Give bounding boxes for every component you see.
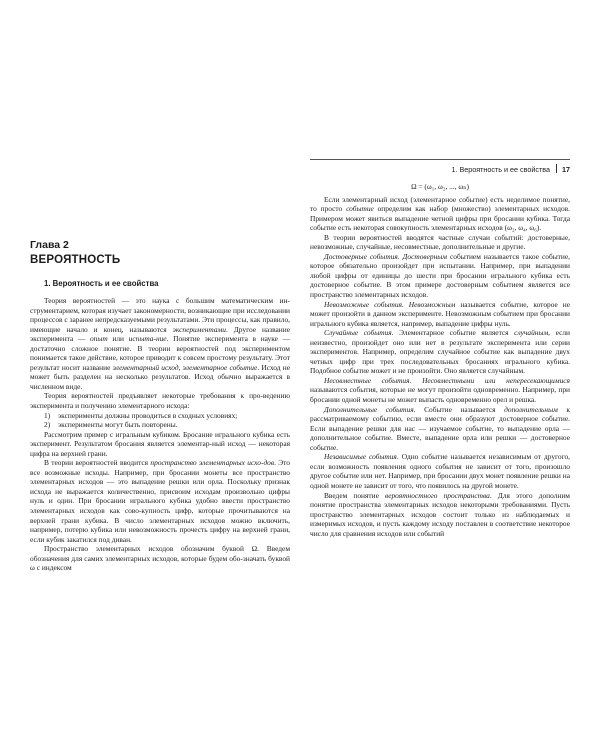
formula: Ω = (ω₁, ω₂, ..., ωₙ) <box>411 182 469 191</box>
paragraph: Пространство элементарных исходов обозначим буквой Ω. Введем обозначения для самих элементарных исходов, которые будем обо-значать буквой ω с индексом <box>30 544 291 573</box>
paragraph: Теория вероятностей — это наука с большим математическим ин- струментарием, которая изучает закономерности, возникающие при исследовании процессов с заранее непредсказуемыми результатами. Эти процессы, как правило, имеющие начало и конец, называются экспериментами. Другое название эксперимента — опыт или испыта-ние. Понятие эксперимента в науке — достаточно сложное понятие. В теории вероятностей под экспериментом понимается такое действие, которое приводит к совсем простому результату. Этот результат носит название элементарный исход, элементарное событие. Исход не может быть разделен на несколько результатов. Исход обычно выражается в численном виде. <box>30 296 290 391</box>
paragraph: Введем понятие вероятностного пространства. Для этого дополним понятие пространства элементарных исходов некоторыми требованиями. Пусть пространство элементарных исходов состоит только из наблюдаемых и измеримых исходов, и пусть каждому исходу поставлен в соответствие некоторое число для сравнения исходов или событий <box>310 490 570 538</box>
paragraph: Случайные события. Элементарное событие является случайным, если неизвестно, произойдет оно или нет в результате эксперимента или серии экспериментов. Например, определим случайное событие как выпадение двух четных цифр при трех последовательных бросаниях игрального кубика. Подобное событие может и не произойти. Оно является случайным. <box>310 328 570 376</box>
paragraph: Невозможные события. Невозможным называется событие, которое не может произойти в данном эксперименте. Невозможным событием при бросании игрального кубика является, например, выпадение цифры нуль. <box>310 299 570 328</box>
right-column <box>310 182 570 538</box>
header-separator <box>556 164 557 173</box>
paragraph: В теории вероятностей вводится пространство элементарных исхо-дов. Это все возможные исходы. Например, при бросании монеты все пространство элементарных исходов — это выпадение решки или орла. Поскольку признак исхода не выражается количественно, присвоим исходам произвольно цифры нуль и один. При бросании игрального кубика удобно ввести пространство элементарных исходов как сово-купность цифр, которые прочитываются на верхней грани кубика. В число элементарных исходов можно включить, например, потерю кубика или невозможность прочесть цифру на верхней грани, если кубик закатился под диван. <box>30 458 290 544</box>
list-item: 1) эксперименты должны проводиться в сходных условиях; <box>44 410 238 420</box>
list-item: 2) эксперименты могут быть повторены. <box>44 420 178 430</box>
chapter-title: ВЕРОЯТНОСТЬ <box>30 254 121 266</box>
section-title: 1. Вероятность и ее свойства <box>44 279 159 288</box>
header-rule <box>310 159 570 160</box>
paragraph: В теории вероятностей вводятся частные случаи событий: достоверные, невозможные, случайные, несовместные, дополнительные и другие. <box>310 232 570 252</box>
running-header <box>310 164 570 176</box>
paragraph: Достоверные события. Достоверным событием называется такое событие, которое обязательно произойдет при испытании. Например, при выпадении любой цифры от единицы до шести при бросании игрального кубика есть достоверное событие. В этом примере достоверным событием является все пространство элементарных исходов. <box>310 251 570 300</box>
running-title: 1. Вероятность и ее свойства <box>451 165 550 174</box>
chapter-label: Глава 2 <box>30 239 69 251</box>
left-column <box>30 296 290 573</box>
paragraph: Дополнительные события. Событие называется дополнительным к рассматриваемому событию, если вместе они образуют достоверное событие. Если выпадение решки для нас — изучаемое событие, то выпадение орла — дополнительное событие. Вместе, выпадение орла или решки — достоверное событие. <box>310 404 570 452</box>
paragraph: Если элементарный исход (элементарное событие) есть неделимое понятие, то просто событие определим как набор (множество) элементарных исходов. Примером может явиться выпадение четной цифры при бросании кубика. Тогда событие есть некоторая совокупность элементарных исходов (ω₂, ω₄, ω₆). <box>310 194 570 233</box>
paragraph: Теория вероятностей предъявляет некоторые требования к про-ведению эксперимента и получению элементарного исхода: <box>30 391 290 411</box>
page-number: 17 <box>562 165 570 174</box>
paragraph: Независимые события. Одно событие называется независимым от другого, если возможность появления одного события не зависит от того, произошло другое событие или нет. Например, при бросании двух монет появление решки на одной монете не зависит от того, что появилось на другой монете. <box>310 452 570 490</box>
paragraph: Рассмотрим пример с игральным кубиком. Бросание игрального кубика есть эксперимент. Результатом бросания является элементар-ный исход — некоторая цифра на верхней грани. <box>30 429 290 458</box>
paragraph: Несовместные события. Несовместными или непересекающимися называются события, которые не могут произойти одновременно. Например, при бросании одной монеты не может выпасть одновременно орел и решка. <box>310 375 570 405</box>
